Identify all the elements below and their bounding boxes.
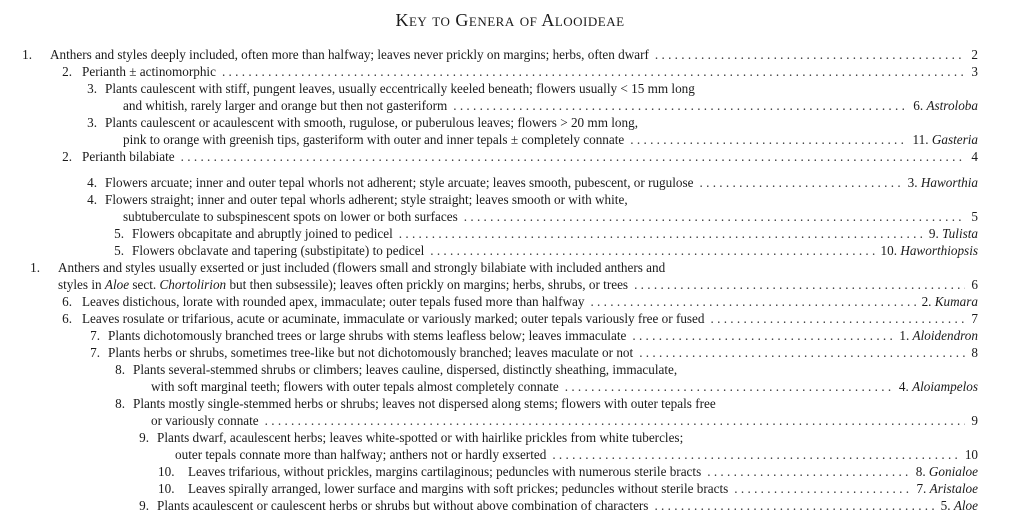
genus-number: 5. [940,498,951,513]
genus-name: Gonialoe [928,464,978,479]
genus-name: Astroloba [926,98,978,113]
dot-leader [734,480,910,497]
entry-result [929,225,978,242]
text-part: styles in [58,277,105,292]
couplet-number: 2. [62,64,72,79]
couplet-number: 5. [114,226,124,241]
key-entry [139,429,978,463]
couplet-number: 7. [90,328,100,343]
genus-name: Haworthia [920,175,978,190]
key-entry [30,259,978,293]
dot-leader [222,63,965,80]
key-entry [62,148,978,165]
entry-result: 3 [971,64,978,79]
key-entry [115,361,978,395]
genus-number: 8. [915,464,926,479]
dot-leader [453,97,907,114]
entry-result [899,378,978,395]
key-entry [22,46,978,63]
entry-result: 6 [971,277,978,292]
genus-number: 6. [913,98,924,113]
couplet-number: 4. [87,175,97,190]
dot-leader [707,463,910,480]
dot-leader [464,208,966,225]
entry-text: Leaves distichous, lorate with rounded apex, immaculate; outer tepals fused more than halfway [82,294,585,309]
entry-result [916,480,978,497]
dot-leader [639,344,965,361]
key-entry [114,242,978,259]
dot-leader [632,327,893,344]
dot-leader [265,412,966,429]
genus-name: Tulista [942,226,978,241]
key-entry [62,293,978,310]
key-entry [114,225,978,242]
genus-number: 2. [921,294,932,309]
key-entry [115,395,978,429]
entry-result: 4 [971,149,978,164]
entry-text: Leaves trifarious, without prickles, margins cartilaginous; peduncles with numerous sterile bracts [188,464,702,479]
key-entry [158,480,978,497]
key-entry [90,344,978,361]
entry-result [913,97,978,114]
dot-leader [700,174,902,191]
entry-result: 2 [971,47,978,62]
entry-result [916,463,978,480]
genus-name: Gasteria [931,132,978,147]
text-italic: Aloe [104,277,130,292]
text-part: sect. [129,277,160,292]
key-entry [90,327,978,344]
genus-number: 3. [907,175,918,190]
genus-name: Aloiampelos [912,379,978,394]
dot-leader [181,148,966,165]
text-part: but then subsessile); leaves often prickly on margins; herbs, shrubs, or trees [226,277,629,292]
entry-result: 10 [964,447,978,462]
couplet-number: 3. [87,81,97,96]
genus-number: 1. [899,328,910,343]
entry-result [908,174,978,191]
dot-leader [655,46,966,63]
couplet-number: 4. [87,192,97,207]
entry-text: Plants herbs or shrubs, sometimes tree-like but not dichotomously branched; leaves maculate or not [108,345,634,360]
text-italic: Chortolirion [159,277,227,292]
entry-text-continued: and whitish, rarely larger and orange but then not gasteriform [123,98,448,113]
entry-result: 9 [971,413,978,428]
genus-number: 10. [880,243,898,258]
couplet-number: 9. [139,430,149,445]
key-entry [139,497,978,514]
entry-text-continued: with soft marginal teeth; flowers with outer tepals almost completely connate [151,379,559,394]
genus-number: 11. [912,132,929,147]
key-entry [158,463,978,480]
entry-result [881,242,978,259]
couplet-number: 10. [158,464,175,479]
entry-text-continued: subtuberculate to subspinescent spots on lower or both surfaces [123,209,458,224]
entry-text: Anthers and styles usually exserted or just included (flowers small and strongly bilabiate with included anthers and [58,260,666,275]
entry-text: Flowers straight; inner and outer tepal whorls adherent; style straight; leaves smooth or with white, [105,192,628,207]
dot-leader [565,378,893,395]
key-entry [87,114,978,148]
entry-text-continued: pink to orange with greenish tips, gasteriform with outer and inner tepals ± completely connate [123,132,625,147]
couplet-number: 8. [115,362,125,377]
dot-leader [590,293,915,310]
key-entry [87,80,978,114]
genus-name: Aloe [953,498,978,513]
page-title: Key to Genera of Alooideae [395,10,625,30]
genus-number: 9. [928,226,939,241]
entry-text: Plants dichotomously branched trees or large shrubs with stems leafless below; leaves immaculate [108,328,627,343]
couplet-number: 3. [87,115,97,130]
dot-leader [552,446,959,463]
entry-text: Flowers obcapitate and abruptly joined to pedicel [132,226,393,241]
genus-number: 7. [916,481,927,496]
entry-result: 5 [971,209,978,224]
couplet-number: 9. [139,498,149,513]
genus-name: Aristaloe [929,481,978,496]
genus-name: Haworthiopsis [900,243,978,258]
entry-text: Leaves rosulate or trifarious, acute or acuminate, immaculate or variously marked; outer tepals variously free or fused [82,311,705,326]
dot-leader [399,225,923,242]
couplet-number: 10. [158,481,175,496]
couplet-number: 1. [30,260,40,275]
entry-text: Leaves spirally arranged, lower surface and margins with soft prickes; peduncles without sterile bracts [188,481,729,496]
dot-leader [430,242,874,259]
entry-text: Perianth bilabiate [82,149,175,164]
key-entry [62,310,978,327]
entry-result [941,497,978,514]
key-entry [87,174,978,191]
couplet-number: 6. [62,294,72,309]
entry-text: Plants dwarf, acaulescent herbs; leaves white-spotted or with hairlike prickles from white tubercles; [157,430,684,445]
genus-name: Kumara [934,294,978,309]
genus-name: Aloidendron [912,328,978,343]
entry-text: Plants caulescent or acaulescent with smooth, rugulose, or puberulous leaves; flowers > 20 mm long, [105,115,638,130]
entry-result [922,293,978,310]
entry-text: Plants several-stemmed shrubs or climbers; leaves cauline, dispersed, distinctly sheathing, immaculate, [133,362,678,377]
entry-text: Plants acaulescent or caulescent herbs or shrubs but without above combination of characters [157,498,649,513]
dot-leader [711,310,966,327]
entry-result [913,131,978,148]
entry-text-continued: outer tepals connate more than halfway; anthers not or hardly exserted [175,447,547,462]
couplet-number: 2. [62,149,72,164]
dot-leader [654,497,934,514]
couplet-number: 1. [22,47,32,62]
couplet-number: 6. [62,311,72,326]
entry-text-continued: or variously connate [151,413,259,428]
entry-text: Flowers arcuate; inner and outer tepal whorls not adherent; style arcuate; leaves smooth, pubescent, or rugulose [105,175,694,190]
entry-text: Plants mostly single-stemmed herbs or shrubs; leaves not dispersed along stems; flowers with outer tepals free [133,396,716,411]
dot-leader [630,131,906,148]
entry-text: Flowers obclavate and tapering (substipitate) to pedicel [132,243,425,258]
entry-text-continued [58,276,628,293]
couplet-number: 7. [90,345,100,360]
key-entry [62,63,978,80]
dot-leader [634,276,965,293]
entry-text: Anthers and styles deeply included, often more than halfway; leaves never prickly on margins; herbs, often dwarf [50,47,649,62]
key-entry [87,191,978,225]
entry-result [899,327,978,344]
genus-number: 4. [898,379,909,394]
entry-text: Plants caulescent with stiff, pungent leaves, usually eccentrically keeled beneath; flowers usually < 15 mm long [105,81,695,96]
entry-text: Perianth ± actinomorphic [82,64,216,79]
couplet-number: 5. [114,243,124,258]
couplet-number: 8. [115,396,125,411]
entry-result: 8 [971,345,978,360]
entry-result: 7 [971,311,978,326]
